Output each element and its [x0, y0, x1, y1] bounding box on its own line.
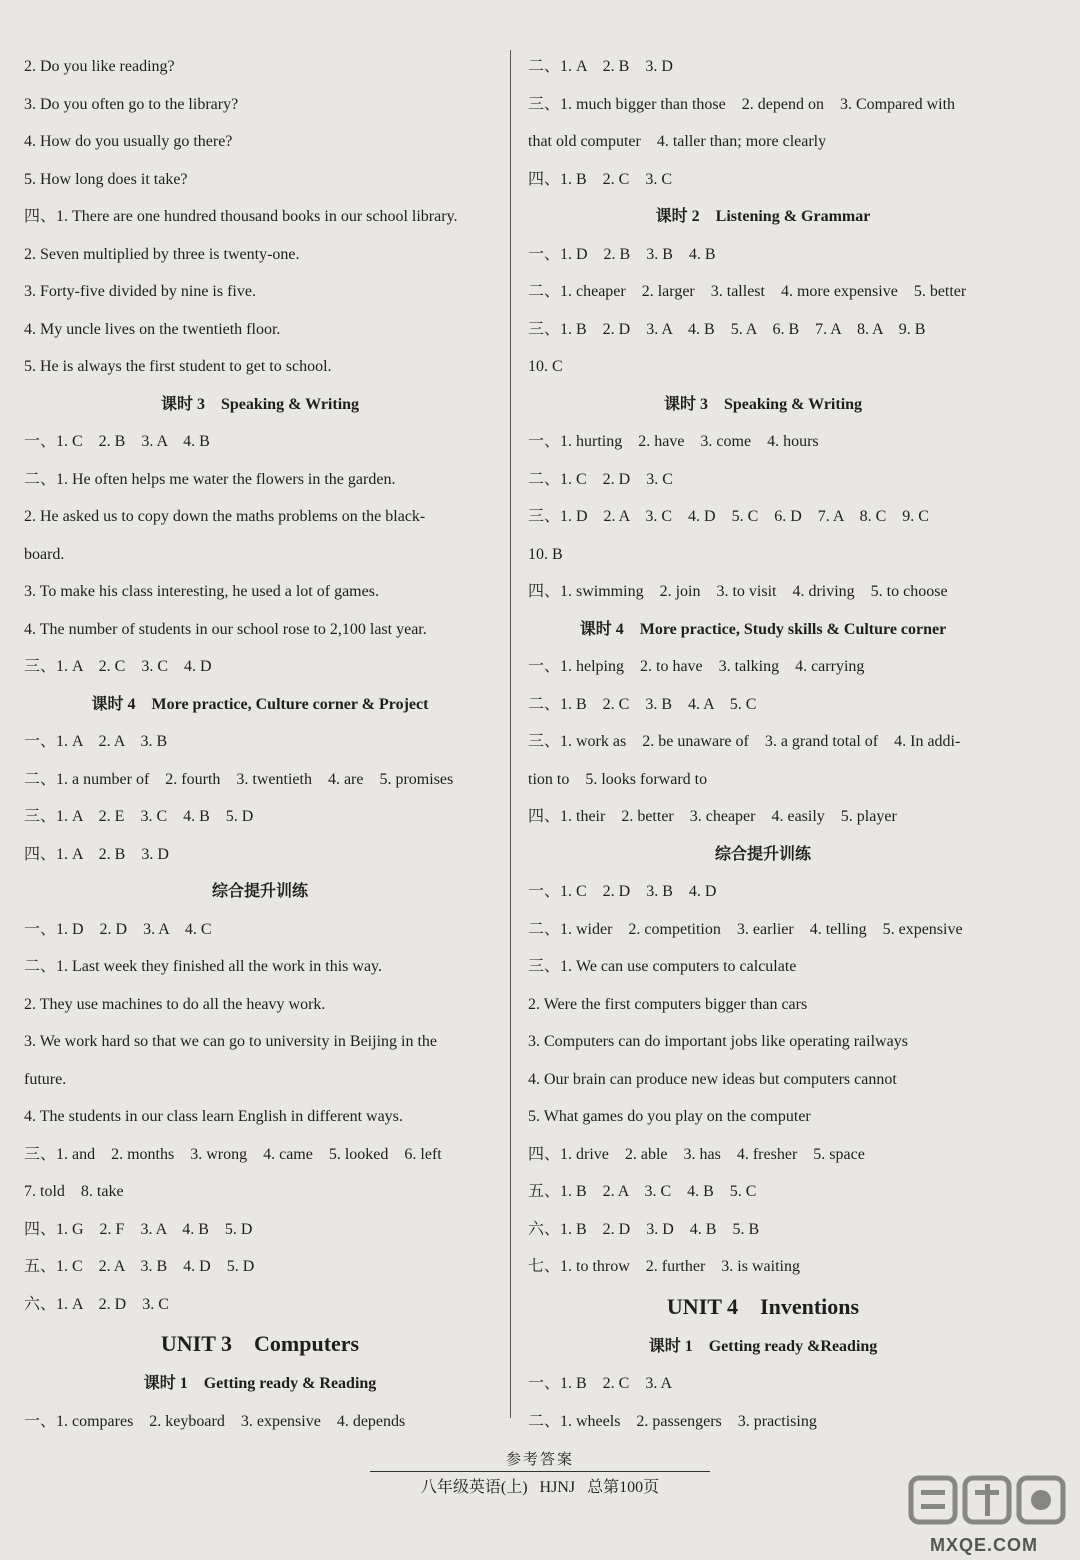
answer-line: 五、1. B 2. A 3. C 4. B 5. C [528, 1183, 757, 1200]
section-heading: 综合提升训练 [714, 845, 811, 863]
answer-line: future. [24, 1070, 67, 1088]
section-heading: 综合提升训练 [211, 883, 308, 900]
answer-line: 一、1. C 2. D 3. B 4. D [528, 883, 717, 900]
answer-line: 四、1. B 2. C 3. C [528, 170, 673, 188]
answer-line: 三、1. D 2. A 3. C 4. D 5. C 6. D 7. A 8. C 9. C [528, 508, 929, 525]
answer-line: 四、1. their 2. better 3. cheaper 4. easily 5. player [528, 808, 897, 825]
answer-line: 三、1. A 2. C 3. C 4. D [24, 658, 212, 675]
unit-title: UNIT 3 Computers [160, 1331, 360, 1356]
footer-title: 参考答案 [505, 1452, 574, 1468]
page-footer [360, 1448, 720, 1497]
section-heading: 课时 2 Listening & Grammar [655, 208, 871, 225]
answer-line: 二、1. a number of 2. fourth 3. twentieth 4. are 5. promises [24, 770, 454, 788]
footer-rule [370, 1471, 710, 1472]
answer-line: 2. Seven multiplied by three is twenty-one. [24, 245, 300, 263]
answer-line: 一、1. A 2. A 3. B [24, 733, 168, 750]
answer-line: 三、1. work as 2. be unaware of 3. a grand total of 4. In addi- [528, 733, 961, 750]
answer-line: 一、1. D 2. D 3. A 4. C [24, 920, 212, 938]
answer-line: 五、1. C 2. A 3. B 4. D 5. D [24, 1258, 255, 1275]
footer-info [360, 1474, 720, 1497]
answer-line: 三、1. and 2. months 3. wrong 4. came 5. looked 6. left [24, 1145, 442, 1163]
answer-line: 5. He is always the first student to get to school. [24, 358, 332, 375]
answer-line: 3. We work hard so that we can go to university in Beijing in the [24, 1033, 438, 1050]
answer-line: 2. Do you like reading? [24, 58, 175, 75]
answer-line: 六、1. B 2. D 3. D 4. B 5. B [528, 1220, 760, 1238]
answer-line: 4. Our brain can produce new ideas but computers cannot [528, 1070, 897, 1088]
answer-line: 3. Do you often go to the library? [24, 95, 239, 113]
answer-line: 4. The number of students in our school rose to 2,100 last year. [24, 620, 427, 638]
answer-line: 四、1. There are one hundred thousand books in our school library. [24, 208, 458, 225]
unit-title: UNIT 4 Inventions [666, 1293, 860, 1319]
answer-line: 2. They use machines to do all the heavy work. [24, 995, 326, 1013]
footer-grade-subject: 八年级英语(上) [420, 1479, 528, 1496]
answer-line: 四、1. A 2. B 3. D [24, 845, 169, 863]
answer-line: 2. He asked us to copy down the maths problems on the black- [24, 508, 426, 525]
left-column [24, 48, 496, 1440]
footer-page-number: 总第100页 [587, 1479, 660, 1496]
answer-line: 一、1. compares 2. keyboard 3. expensive 4. depends [24, 1412, 406, 1430]
answer-line: 5. What games do you play on the computer [528, 1108, 811, 1125]
answer-line: 二、1. B 2. C 3. B 4. A 5. C [528, 695, 757, 713]
section-heading: 课时 3 Speaking & Writing [160, 395, 360, 413]
answer-line: 四、1. drive 2. able 3. has 4. fresher 5. space [528, 1145, 865, 1163]
column-divider [510, 50, 511, 1418]
section-heading: 课时 1 Getting ready & Reading [143, 1375, 377, 1392]
answer-line: board. [24, 545, 65, 563]
answer-line: 10. C [528, 358, 563, 375]
answer-line: 三、1. B 2. D 3. A 4. B 5. A 6. B 7. A 8. A 9. B [528, 320, 926, 338]
answer-line: 四、1. G 2. F 3. A 4. B 5. D [24, 1220, 253, 1238]
answer-line: 三、1. much bigger than those 2. depend on 3. Compared with [528, 95, 956, 113]
answer-line: 三、1. A 2. E 3. C 4. B 5. D [24, 808, 254, 825]
answer-line: 3. Computers can do important jobs like operating railways [528, 1033, 908, 1050]
answer-line: 二、1. A 2. B 3. D [528, 58, 673, 75]
answer-line: 二、1. cheaper 2. larger 3. tallest 4. more expensive 5. better [528, 283, 967, 300]
section-heading: 课时 4 More practice, Culture corner & Project [91, 695, 429, 713]
answer-line: 3. Forty-five divided by nine is five. [24, 283, 256, 300]
section-heading: 课时 4 More practice, Study skills & Culture corner [579, 620, 947, 638]
answer-line: 一、1. B 2. C 3. A [528, 1375, 673, 1392]
answer-line: that old computer 4. taller than; more clearly [528, 133, 827, 150]
answer-line: 一、1. hurting 2. have 3. come 4. hours [528, 433, 819, 450]
section-heading: 课时 1 Getting ready &Reading [648, 1337, 878, 1355]
answer-line: 三、1. We can use computers to calculate [528, 958, 797, 975]
answer-line: 3. To make his class interesting, he used a lot of games. [24, 583, 379, 600]
section-heading: 课时 3 Speaking & Writing [663, 395, 863, 413]
answer-line: 二、1. He often helps me water the flowers in the garden. [24, 470, 396, 488]
answer-line: 二、1. wider 2. competition 3. earlier 4. telling 5. expensive [528, 920, 963, 938]
answer-line: 10. B [528, 545, 563, 563]
answer-line: 二、1. wheels 2. passengers 3. practising [528, 1412, 817, 1430]
watermark-text: MXQE.COM [930, 1535, 1039, 1555]
answer-line: 5. How long does it take? [24, 170, 188, 188]
answer-line: 7. told 8. take [24, 1183, 124, 1200]
answer-line: 二、1. C 2. D 3. C [528, 470, 673, 488]
answer-line: 一、1. C 2. B 3. A 4. B [24, 433, 210, 450]
answer-line: 4. How do you usually go there? [24, 133, 233, 150]
answer-line: 2. Were the first computers bigger than cars [528, 995, 808, 1013]
answer-line: 七、1. to throw 2. further 3. is waiting [528, 1258, 800, 1275]
answer-line: tion to 5. looks forward to [528, 770, 708, 788]
answer-line: 一、1. helping 2. to have 3. talking 4. carrying [528, 658, 865, 675]
answer-line: 四、1. swimming 2. join 3. to visit 4. driving 5. to choose [528, 583, 948, 600]
answer-line: 一、1. D 2. B 3. B 4. B [528, 245, 716, 263]
answer-line: 4. My uncle lives on the twentieth floor. [24, 320, 281, 338]
answer-line: 4. The students in our class learn English in different ways. [24, 1108, 403, 1125]
right-column [528, 48, 998, 1440]
answer-line: 二、1. Last week they finished all the work in this way. [24, 958, 383, 975]
footer-code: HJNJ [539, 1479, 576, 1496]
answer-line: 六、1. A 2. D 3. C [24, 1295, 169, 1313]
